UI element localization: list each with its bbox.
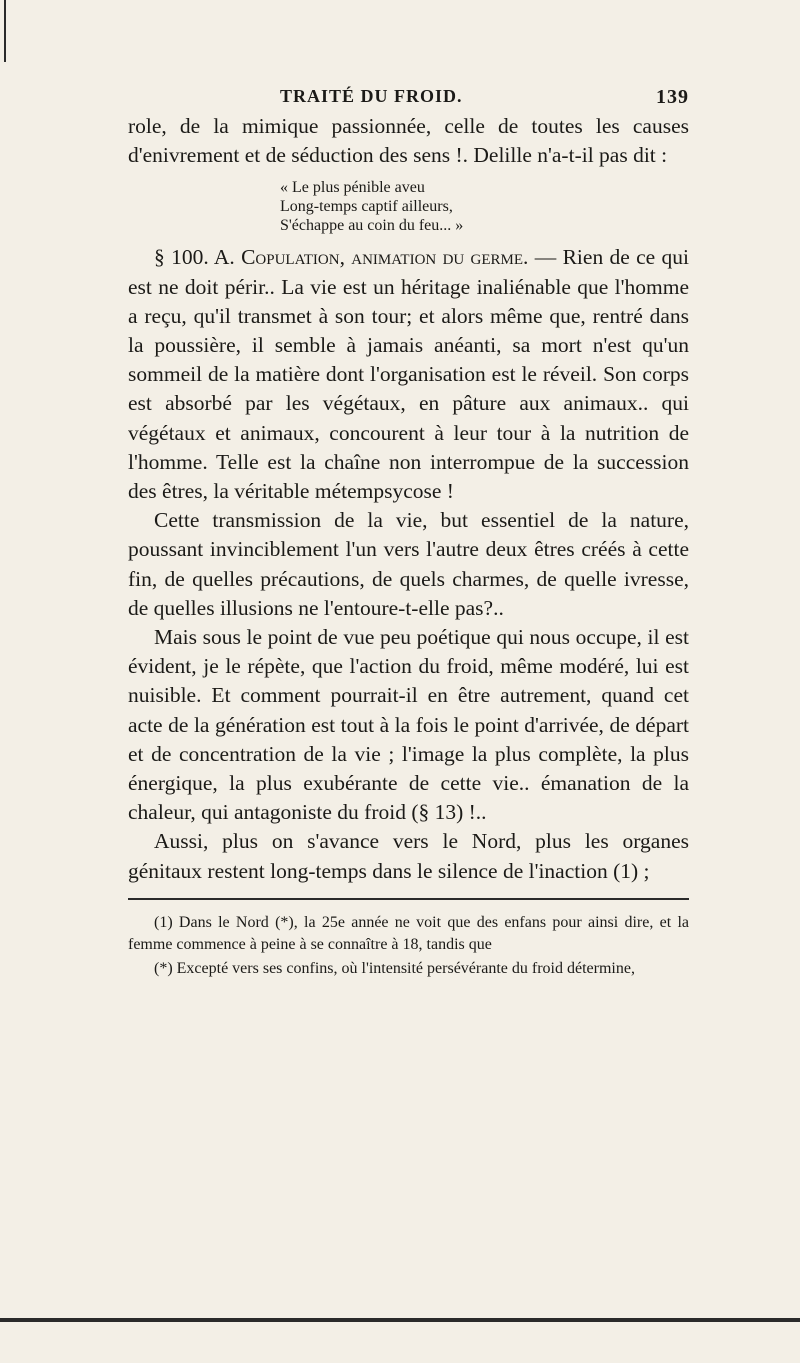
section-number: § 100. A. — [154, 245, 235, 270]
paragraph-5: Aussi, plus on s'avance vers le Nord, plus les organes génitaux restent long-temps dans le silence de l'inaction (1) ; — [128, 829, 689, 883]
verse-line-1: « Le plus pénible aveu — [280, 179, 425, 197]
verse-quote — [280, 178, 689, 235]
page-binding-edge — [4, 0, 6, 62]
paragraph-3: Cette transmission de la vie, but essentiel de la nature, poussant invinciblement l'un vers l'autre deux êtres créés à cette fin, de quelles précautions, de quels charmes, de quelle ivresse, de quelles illusions ne l'entoure-t-elle pas?.. — [128, 508, 689, 620]
footnotes — [128, 912, 689, 980]
section-heading: Copulation, animation du germe. — [241, 245, 529, 270]
paragraph-4: Mais sous le point de vue peu poétique qui nous occupe, il est évident, je le répète, que l'action du froid, même modéré, lui est nuisible. Et comment pourrait-il en être autrement, quand cet acte de la génération est tout à la fois le point d'arrivée, de départ et de concentration de la vie ; l'image la plus complète, la plus énergique, la plus exubérante de cette vie.. émanation de la chaleur, qui antagoniste du froid (§ 13) !.. — [128, 625, 689, 825]
paragraph-2-body: — Rien de ce qui est ne doit périr.. La vie est un héritage inaliénable que l'homme a reçu, qu'il transmet à son tour; et alors même que, rentré dans la poussière, il semble à jamais anéanti, sa mort n'est qu'un sommeil de la matière dont l'organisation est le réveil. Son corps est absorbé par les végétaux, en pâture aux animaux.. qui végétaux et animaux, concourent à leur tour à la nutrition de l'homme. Telle est la chaîne non interrompue de la succession des êtres, la véritable métempsycose ! — [128, 245, 690, 504]
footnote-2: (*) Excepté vers ses confins, où l'intensité persévérante du froid détermine, — [154, 959, 635, 977]
footnote-1: (1) Dans le Nord (*), la 25e année ne voit que des enfans pour ainsi dire, et la femme commence à peine à se connaître à 18, tandis que — [128, 913, 689, 953]
page-number: 139 — [656, 86, 689, 108]
running-header — [128, 86, 689, 112]
page-bottom-edge — [0, 1318, 800, 1322]
footnote-divider — [128, 898, 689, 900]
verse-line-3: S'échappe au coin du feu... » — [280, 217, 464, 235]
paragraph-1: role, de la mimique passionnée, celle de toutes les causes d'enivrement et de séduction des sens !. Delille n'a-t-il pas dit : — [128, 114, 689, 168]
verse-line-2: Long-temps captif ailleurs, — [280, 198, 453, 216]
book-page — [128, 86, 689, 982]
running-title: TRAITÉ DU FROID. — [280, 86, 463, 106]
paragraph-2 — [128, 243, 689, 506]
